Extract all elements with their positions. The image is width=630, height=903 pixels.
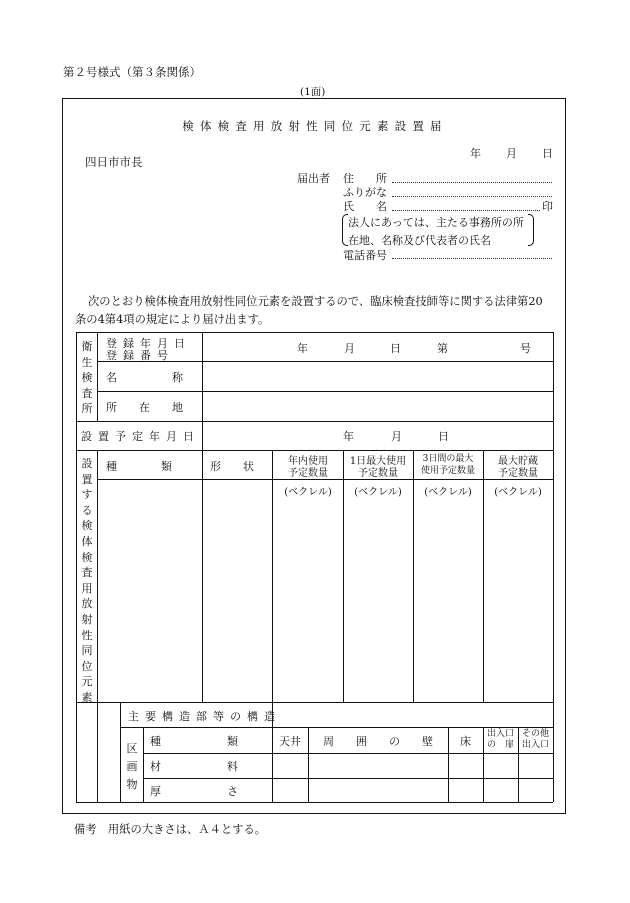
col-line [97,450,98,702]
reg-date-label: 登録年月日 [106,337,191,350]
applicant-label: 届出者 [297,172,330,185]
addressee: 四日市市長 [85,155,143,169]
form-title: 検体検査用放射性同位元素設置届 [182,119,448,133]
table-top-line [76,332,553,333]
remarks: 備考 用紙の大きさは、Ａ４とする。 [74,823,267,836]
address-label: 住 所 [343,172,387,185]
entrance-door-label-1: 出入口 [486,729,514,739]
row-line [76,702,553,703]
row-line [76,450,553,451]
furigana-line[interactable] [392,196,552,197]
lab-location-label: 所 在 地 [106,401,183,414]
daily-label-1: 1日最大使用 [349,456,407,467]
install-year: 年 [343,430,354,443]
right-bracket [528,214,534,246]
wall-label: 周 囲 の 壁 [323,735,433,748]
reg-year: 年 [297,342,308,355]
unit-three-day: (ベクレル) [424,487,472,498]
reg-dai: 第 [437,342,448,355]
row-line [97,391,553,392]
col-line [120,702,121,802]
form-number: 第２号様式（第３条関係） [63,65,201,79]
body-text-line1: 次のとおり検体検査用放射性同位元素を設置するので、臨床検査技師等に関する法律第20 [88,295,543,308]
row-line [97,479,553,480]
row-line [143,753,553,754]
reg-no-label: 登録番号 [106,349,174,362]
body-text-line2: 条の4第4項の規定により届け出ます。 [75,313,270,326]
three-day-label-1: 3日間の最大 [422,454,474,464]
entrance-door-label-2: の 扉 [486,740,514,750]
install-day: 日 [438,430,449,443]
date-month: 月 [506,147,517,160]
table-left-line [76,332,77,802]
lab-header: 衛生検査所 [81,340,93,416]
name-label: 氏 名 [343,200,387,213]
corp-note-line1: 法人にあっては、主たる事務所の所 [348,216,524,229]
structure-label: 主要構造部等の構造 [128,710,281,723]
col-line [202,332,203,450]
col-line [202,450,203,702]
reg-go: 号 [520,342,531,355]
unit-annual: (ベクレル) [284,487,332,498]
install-date-label: 設置予定年月日 [81,430,200,443]
reg-month: 月 [344,342,355,355]
annual-label-2: 予定数量 [288,468,328,479]
other-entrance-label-2: 出入口 [521,740,549,750]
form-label: 形 状 [210,460,254,473]
seal-mark: 印 [542,200,553,213]
annual-label-1: 年内使用 [288,456,328,467]
corp-note-line2: 在地、名称及び代表者の氏名 [348,234,491,247]
table-bottom-line [76,802,553,803]
storage-label-1: 最大貯蔵 [498,456,538,467]
struct-thickness-label: 厚 さ [150,785,238,798]
phone-line[interactable] [392,258,552,259]
row-line [143,778,553,779]
address-line[interactable] [392,182,552,183]
date-year: 年 [470,147,481,160]
unit-storage: (ベクレル) [494,487,542,498]
daily-label-2: 予定数量 [358,468,398,479]
lab-name-label: 名 称 [106,371,183,384]
ceiling-label: 天井 [279,735,301,748]
col-line [97,332,98,421]
page-number: (1面) [300,86,326,98]
col-line [97,702,98,802]
name-line[interactable] [392,210,540,211]
phone-label: 電話番号 [343,249,387,262]
compartment-label: 区画物 [126,742,138,791]
reg-day: 日 [390,342,401,355]
row-line [76,421,553,422]
isotope-header: 設置する検体検査用放射性同位元素 [81,457,93,704]
struct-kind-label: 種 類 [150,735,238,748]
floor-label: 床 [460,735,471,748]
storage-label-2: 予定数量 [498,468,538,479]
three-day-label-2: 使用予定数量 [420,466,475,476]
furigana-label: ふりがな [343,186,387,199]
kind-label: 種 類 [106,460,172,473]
other-entrance-label-1: その他 [521,729,549,739]
row-line [120,727,553,728]
col-line [143,727,144,802]
date-day: 日 [542,147,553,160]
unit-daily: (ベクレル) [354,487,402,498]
struct-material-label: 材 料 [150,760,238,773]
table-right-line [553,332,554,802]
install-month: 月 [391,430,402,443]
